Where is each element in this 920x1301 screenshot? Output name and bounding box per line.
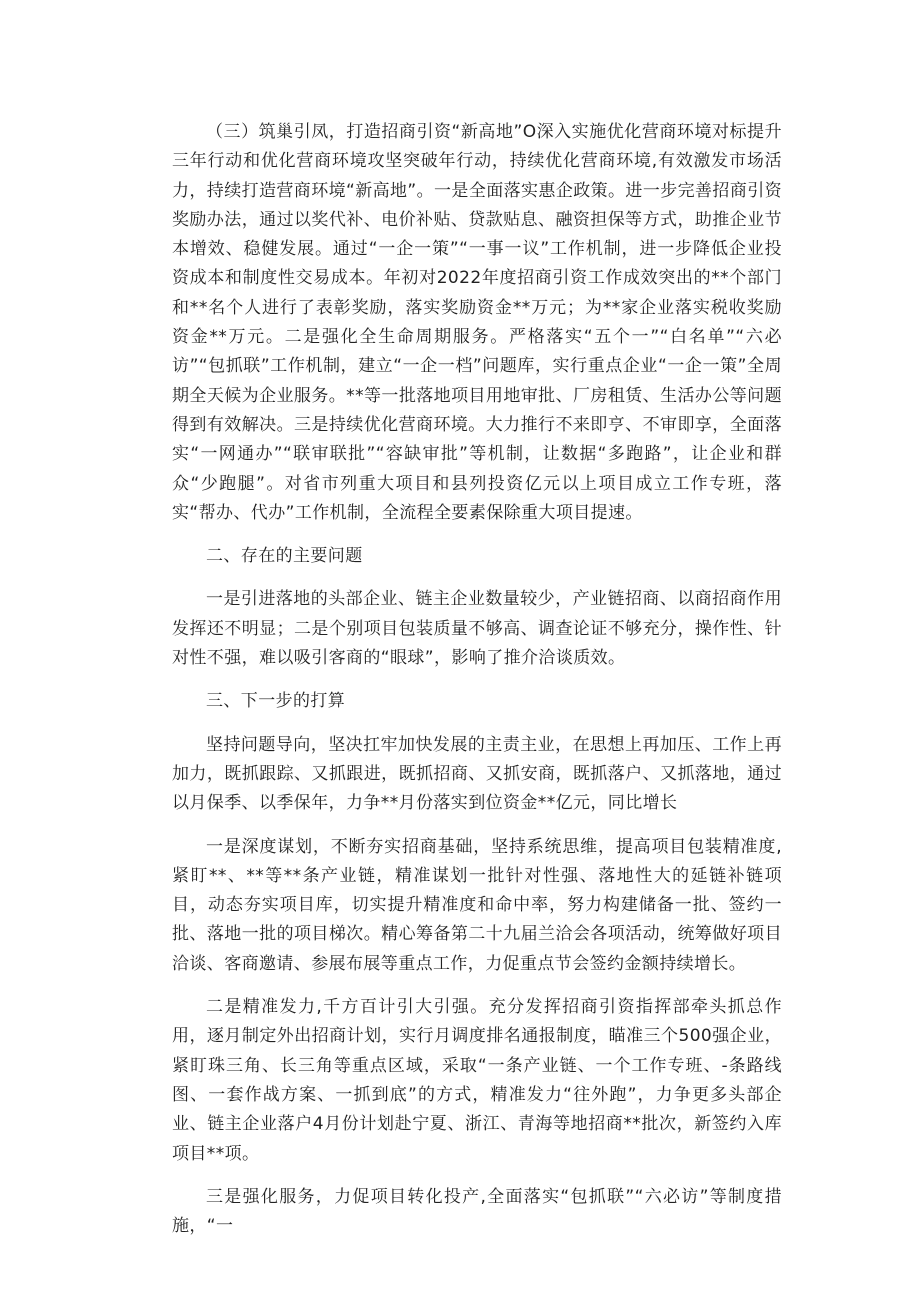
document-body: [172, 118, 782, 1241]
paragraph-next-steps-intro: 坚持问题导向，坚决扛牢加快发展的主责主业，在思想上再加压、工作上再加力，既抓跟踪、又抓跟进，既抓招商、又抓安商，既抓落户、又抓落地，通过以月保季、以季保年，力争**月份落实到位资金**亿元，同比增长: [172, 734, 782, 814]
paragraph-next-steps-1: 一是深度谋划，不断夯实招商基础，坚持系统思维，提高项目包装精准度,紧盯**、**等**条产业链，精准谋划一批针对性强、落地性大的延链补链项目，动态夯实项目库，切实提升精准度和命中率，努力构建储备一批、签约一批、落地一批的项目梯次。精心筹备第二十九届兰洽会各项活动，统筹做好项目洽谈、客商邀请、参展布展等重点工作，力促重点节会签约金额持续增长。: [172, 836, 782, 974]
paragraph-next-steps-3: 三是强化服务，力促项目转化投产,全面落实“包抓联”“六必访”等制度措施，“一: [172, 1186, 782, 1237]
heading-next-steps: 三、下一步的打算: [206, 691, 346, 712]
paragraph-main-problems: 一是引进落地的头部企业、链主企业数量较少，产业链招商、以商招商作用发挥还不明显；二是个别项目包装质量不够高、调查论证不够充分，操作性、针对性不强，难以吸引客商的“眼球”，影响了推介洽谈质效。: [172, 589, 782, 669]
paragraph-section-3-business-environment: （三）筑巢引凤，打造招商引资“新高地”O深入实施优化营商环境对标提升三年行动和优化营商环境攻坚突破年行动，持续优化营商环境,有效激发市场活力，持续打造营商环境“新高地”。一是全面落实惠企政策。进一步完善招商引资奖励办法，通过以奖代补、电价补贴、贷款贴息、融资担保等方式，助推企业节本增效、稳健发展。通过“一企一策”“一事一议”工作机制，进一步降低企业投资成本和制度性交易成本。年初对2022年度招商引资工作成效突出的**个部门和**名个人进行了表彰奖励，落实奖励资金**万元；为**家企业落实税收奖励资金**万元。二是强化全生命周期服务。严格落实“五个一”“白名单”“六必访”“包抓联”工作机制，建立“一企一档”问题库，实行重点企业“一企一策”全周期全天候为企业服务。**等一批落地项目用地审批、厂房租赁、生活办公等问题得到有效解决。三是持续优化营商环境。大力推行不来即亨、不审即享，全面落实“一网通办”“联审联批”“容缺审批”等机制，让数据“多跑路”，让企业和群众“少跑腿”。对省市列重大项目和县列投资亿元以上项目成立工作专班，落实“帮办、代办”工作机制，全流程全要素保除重大项目提速。: [172, 122, 783, 523]
heading-main-problems: 二、存在的主要问题: [206, 546, 363, 567]
paragraph-next-steps-2: 二是精准发力,千方百计引大引强。充分发挥招商引资指挥部牵头抓总作用，逐月制定外出招商计划，实行月调度排名通报制度，瞄准三个500强企业，紧盯珠三角、长三角等重点区域，采取“一条产业链、一个工作专班、-条路线图、一套作战方案、一抓到底”的方式，精准发力“往外跑”，力争更多头部企业、链主企业落户4月份计划赴宁夏、浙江、青海等地招商**批次，新签约入库项目**项。: [172, 997, 782, 1164]
